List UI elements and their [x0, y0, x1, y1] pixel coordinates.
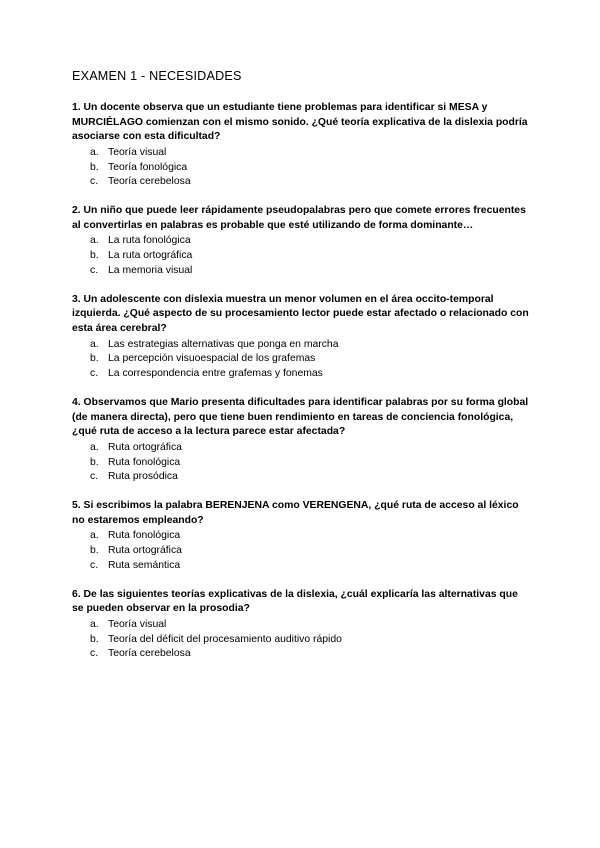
option-text: La correspondencia entre grafemas y fonemas: [108, 368, 323, 380]
option-c: [72, 264, 532, 279]
option-text: Ruta semántica: [108, 559, 181, 571]
option-a: [72, 234, 532, 249]
option-c: [72, 470, 532, 485]
option-letter: c.: [90, 176, 99, 188]
option-text: Teoría cerebelosa: [108, 648, 191, 660]
option-a: [72, 441, 532, 456]
option-text: Ruta fonológica: [108, 456, 181, 468]
option-b: [72, 544, 532, 559]
option-list: [72, 146, 532, 190]
option-text: Las estrategias alternativas que ponga en marcha: [108, 338, 339, 350]
option-letter: b.: [90, 161, 99, 173]
option-list: [72, 338, 532, 382]
option-letter: b.: [90, 545, 99, 557]
option-text: Teoría cerebelosa: [108, 176, 191, 188]
option-letter: b.: [90, 633, 99, 645]
option-letter: b.: [90, 250, 99, 262]
option-letter: b.: [90, 456, 99, 468]
option-a: [72, 618, 532, 633]
option-text: Teoría visual: [108, 618, 167, 630]
option-text: La ruta fonológica: [108, 235, 191, 247]
document-page: [72, 68, 532, 676]
option-text: Ruta prosódica: [108, 471, 178, 483]
option-b: [72, 249, 532, 264]
option-letter: a.: [90, 530, 99, 542]
option-c: [72, 175, 532, 190]
option-text: Ruta fonológica: [108, 530, 181, 542]
option-letter: c.: [90, 264, 99, 276]
option-list: [72, 234, 532, 278]
option-b: [72, 161, 532, 176]
option-a: [72, 146, 532, 161]
option-list: [72, 618, 532, 662]
option-letter: c.: [90, 648, 99, 660]
option-letter: a.: [90, 618, 99, 630]
option-letter: b.: [90, 353, 99, 365]
option-letter: a.: [90, 235, 99, 247]
question-3: [72, 293, 532, 382]
option-c: [72, 559, 532, 574]
option-c: [72, 367, 532, 382]
question-text: 2. Un niño que puede leer rápidamente pseudopalabras pero que comete errores frecuentes al convertirlas en palabras es probable que esté utilizando de forma dominante…: [72, 205, 526, 231]
option-b: [72, 352, 532, 367]
option-text: Teoría del déficit del procesamiento auditivo rápido: [108, 633, 342, 645]
question-text: 3. Un adolescente con dislexia muestra un menor volumen en el área occito-temporal izquierda. ¿Qué aspecto de su procesamiento lector puede estar afectado o relacionado con esta área cerebral?: [72, 293, 529, 334]
question-4: [72, 396, 532, 485]
option-text: La percepción visuoespacial de los grafemas: [108, 353, 316, 365]
option-letter: c.: [90, 471, 99, 483]
option-a: [72, 529, 532, 544]
option-list: [72, 529, 532, 573]
question-5: [72, 499, 532, 574]
option-b: [72, 633, 532, 648]
option-letter: c.: [90, 368, 99, 380]
option-b: [72, 456, 532, 471]
question-text: 1. Un docente observa que un estudiante tiene problemas para identificar si MESA y MURCIÉLAGO comienzan con el mismo sonido. ¿Qué teoría explicativa de la dislexia podría asociarse con esta dificultad?: [72, 102, 528, 143]
option-letter: a.: [90, 146, 99, 158]
option-c: [72, 647, 532, 662]
page-title: EXAMEN 1 - NECESIDADES: [72, 69, 242, 83]
option-letter: a.: [90, 338, 99, 350]
option-text: La memoria visual: [108, 264, 193, 276]
option-letter: c.: [90, 559, 99, 571]
option-text: Teoría visual: [108, 146, 167, 158]
option-text: La ruta ortográfica: [108, 250, 193, 262]
option-a: [72, 338, 532, 353]
option-text: Teoría fonológica: [108, 161, 188, 173]
question-1: [72, 101, 532, 190]
option-text: Ruta ortográfica: [108, 545, 182, 557]
question-2: [72, 204, 532, 279]
question-6: [72, 588, 532, 663]
option-list: [72, 441, 532, 485]
option-text: Ruta ortográfica: [108, 441, 182, 453]
option-letter: a.: [90, 441, 99, 453]
question-text: 5. Si escribimos la palabra BERENJENA como VERENGENA, ¿qué ruta de acceso al léxico no estaremos empleando?: [72, 500, 519, 526]
question-text: 4. Observamos que Mario presenta dificultades para identificar palabras por su forma global (de manera directa), pero que tiene buen rendimiento en tareas de conciencia fonológica, ¿qué ruta de acceso a la lectura parece estar afectada?: [72, 396, 529, 438]
question-text: 6. De las siguientes teorías explicativas de la dislexia, ¿cuál explicaría las alternativas que se pueden observar en la prosodia?: [72, 588, 518, 615]
